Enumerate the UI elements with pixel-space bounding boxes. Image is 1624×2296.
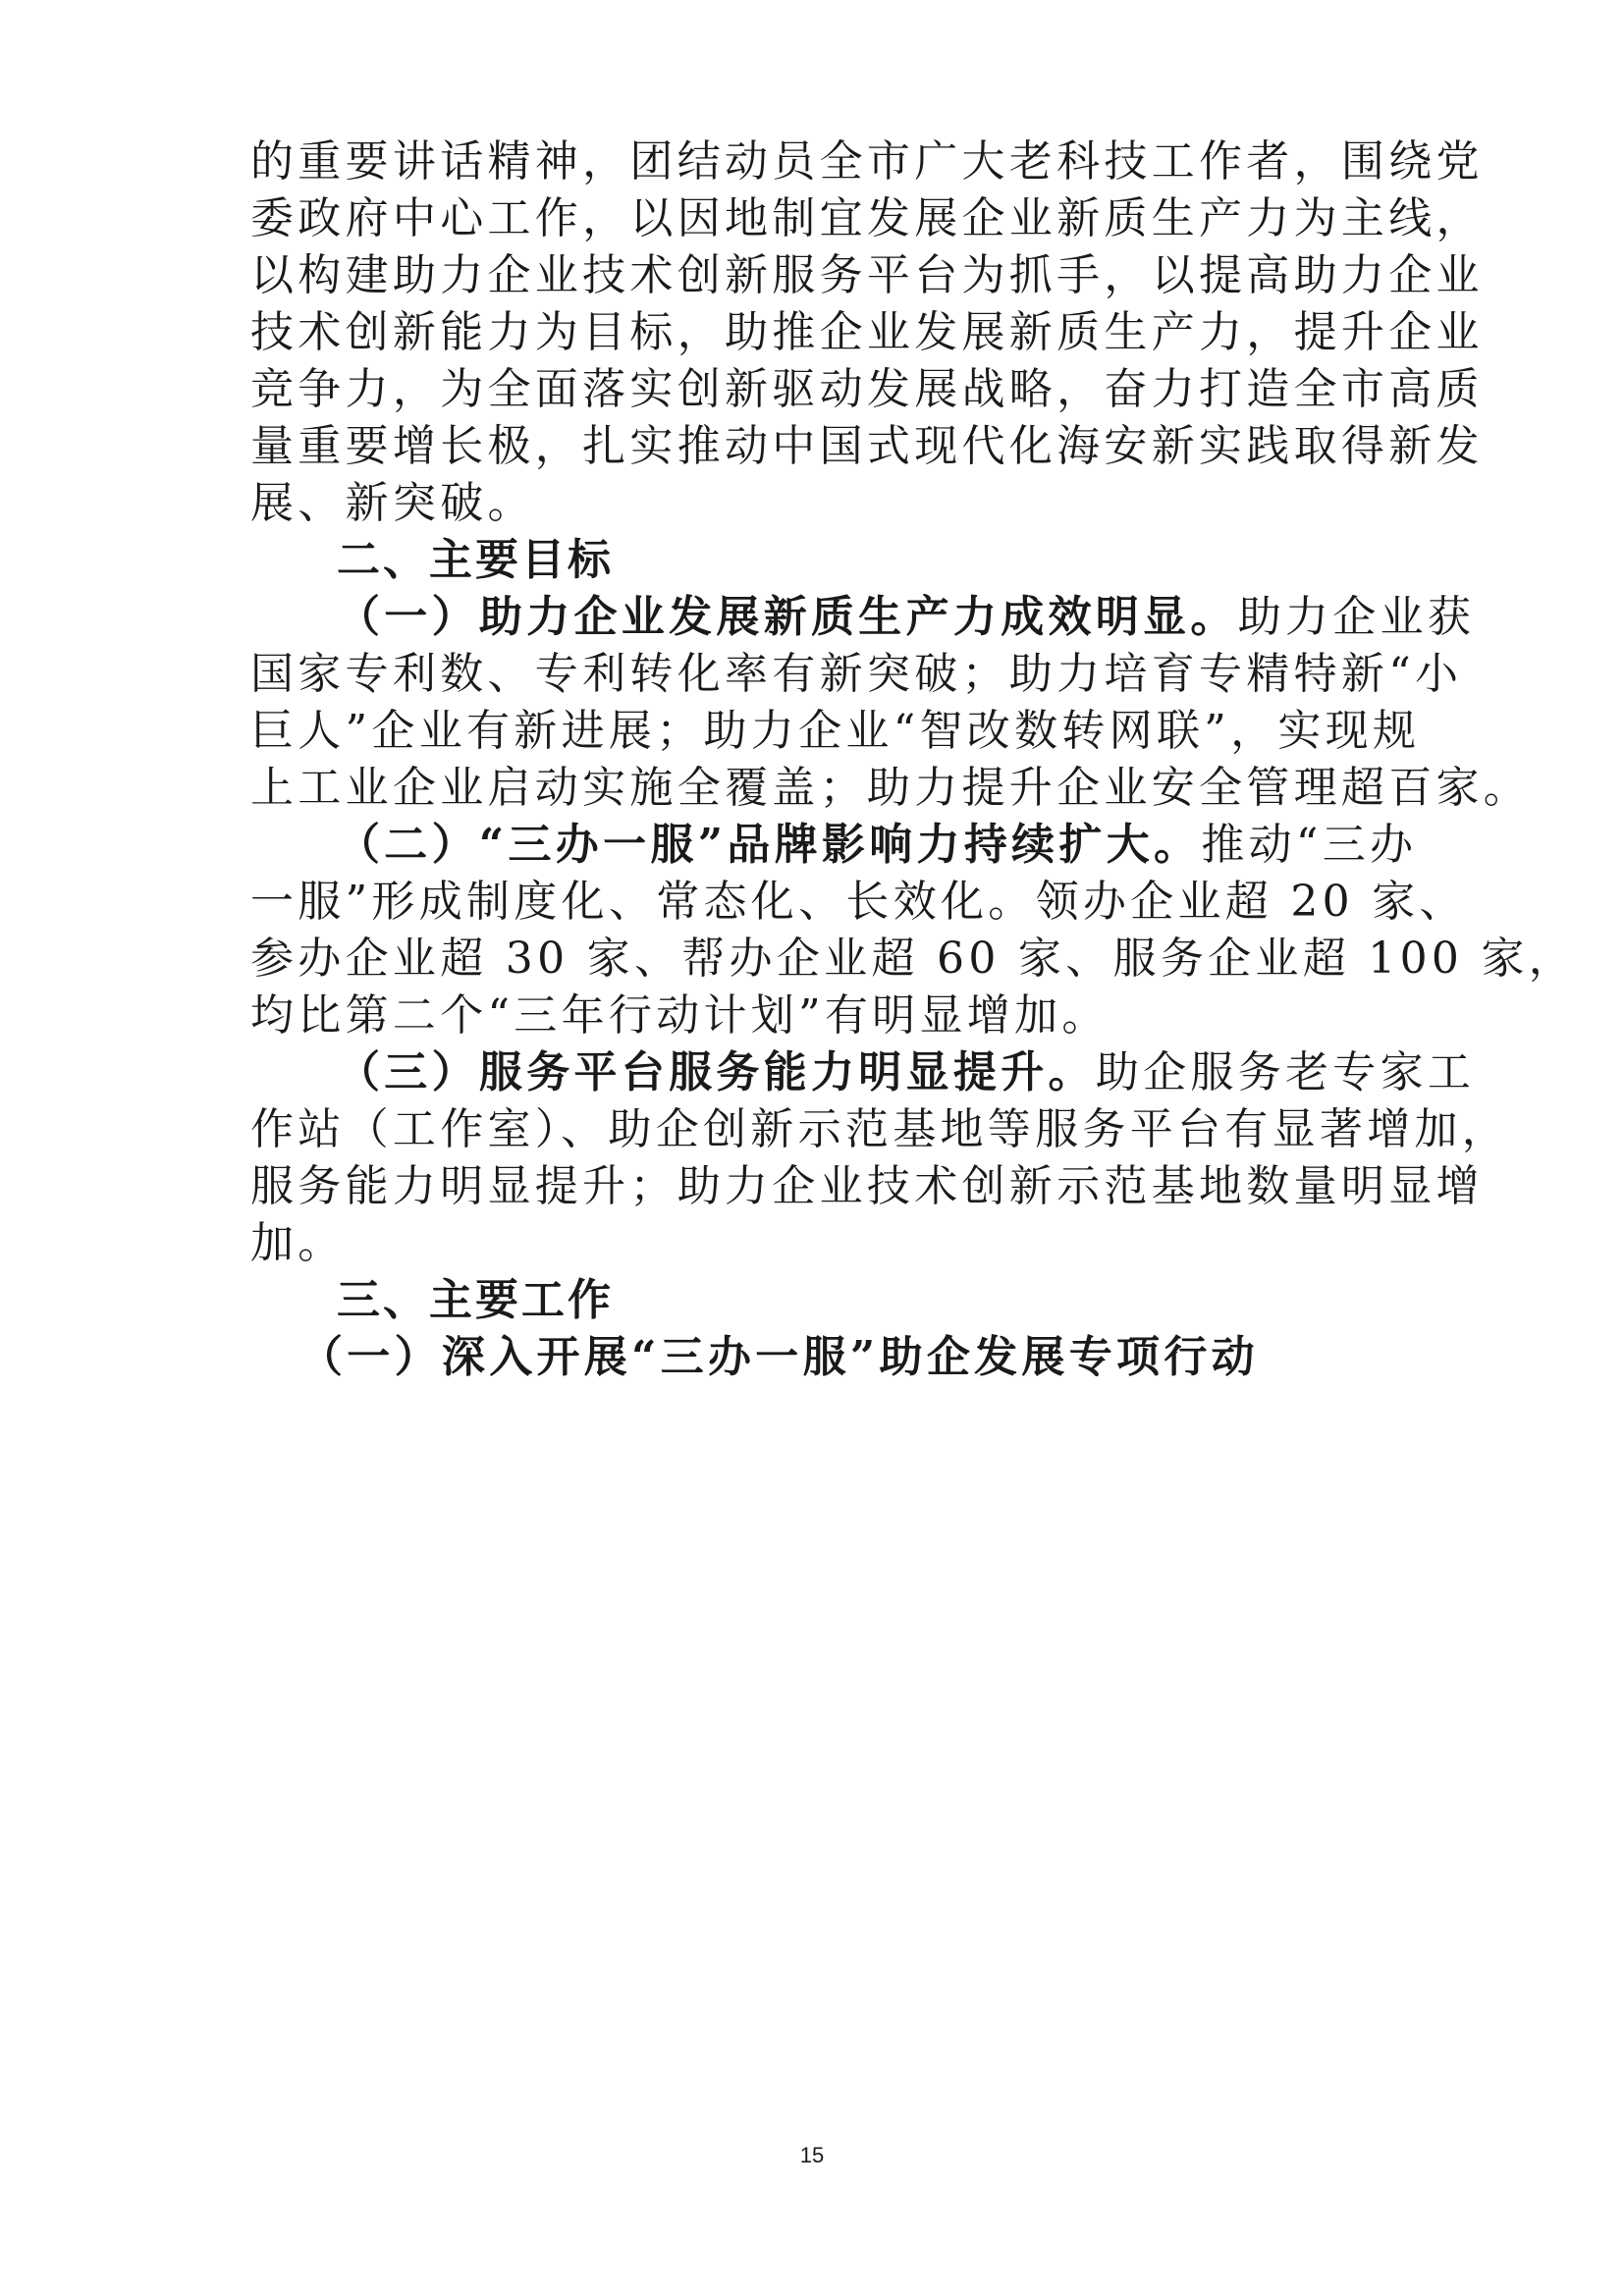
body-text-line: 巨人”企业有新进展；助力企业“智改数转网联”，实现规 <box>250 706 1421 756</box>
goal-1-text: 助力企业获 <box>1237 592 1476 642</box>
body-text-line: 作站（工作室）、助企创新示范基地等服务平台有显著增加， <box>250 1104 1510 1154</box>
goal-3-title: （三）服务平台服务能力明显提升。 <box>337 1047 1096 1097</box>
section-heading: 三、主要工作 <box>337 1275 614 1325</box>
body-text-line: 量重要增长极，扎实推动中国式现代化海安新实践取得新发 <box>250 421 1484 471</box>
subsection-heading: （一）深入开展“三办一服”助企发展专项行动 <box>299 1332 1259 1382</box>
body-text-line: 国家专利数、专利转化率有新突破；助力培育专精特新“小 <box>250 649 1463 699</box>
goal-1-title: （一）助力企业发展新质生产力成效明显。 <box>337 592 1238 642</box>
page-number: 15 <box>799 2143 825 2167</box>
body-text-line: 以构建助力企业技术创新服务平台为抓手，以提高助力企业 <box>250 250 1484 300</box>
body-text-line: 的重要讲话精神，团结动员全市广大老科技工作者，围绕党 <box>250 136 1484 187</box>
body-text-line: 加。 <box>250 1218 346 1268</box>
goal-1-first-line <box>250 588 1476 647</box>
goal-3-first-line <box>250 1043 1476 1102</box>
goal-3-text: 助企服务老专家工 <box>1095 1047 1476 1097</box>
body-text-line: 上工业企业启动实施全覆盖；助力提升企业安全管理超百家。 <box>250 763 1532 813</box>
section-heading: 二、主要目标 <box>337 535 614 585</box>
body-text-line: 竞争力，为全面落实创新驱动发展战略，奋力打造全市高质 <box>250 364 1484 414</box>
body-text-line: 服务能力明显提升；助力企业技术创新示范基地数量明显增 <box>250 1161 1484 1211</box>
body-text-line: 技术创新能力为目标，助推企业发展新质生产力，提升企业 <box>250 307 1484 357</box>
body-text-line: 展、新突破。 <box>250 478 535 528</box>
body-text-line: 委政府中心工作，以因地制宜发展企业新质生产力为主线， <box>250 193 1484 243</box>
body-text-line: 一服”形成制度化、常态化、长效化。领办企业超 20 家、 <box>250 877 1467 927</box>
goal-2-first-line <box>250 816 1418 875</box>
body-text-line: 参办企业超 30 家、帮办企业超 60 家、服务企业超 100 家， <box>250 934 1577 984</box>
body-text-line: 均比第二个“三年行动计划”有明显增加。 <box>250 990 1110 1041</box>
goal-2-text: 推动“三办 <box>1201 820 1418 870</box>
goal-2-title: （二）“三办一服”品牌影响力持续扩大。 <box>337 820 1202 870</box>
